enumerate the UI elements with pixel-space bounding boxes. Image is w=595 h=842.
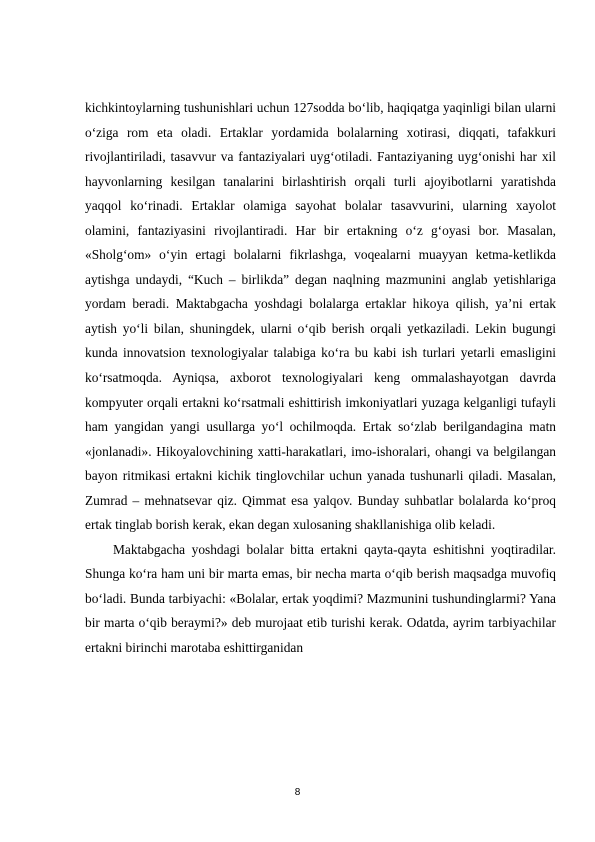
paragraph-2: Maktabgacha yoshdagi bolalar bitta ertakni qayta-qayta eshitishni yoqtiradilar. Shunga ko‘ra ham uni bir marta emas, bir necha marta o‘qib berish maqsadga muvofiq bo‘ladi. Bunda tarbiyachi: «Bolalar, ertak yoqdimi? Mazmunini tushundinglarmi? Yana bir marta o‘qib beraymi?» deb murojaat etib turishi kerak. Odatda, ayrim tarbiyachilar ertakni birinchi marotaba eshittirganidan [85,541,556,656]
page-number: 8 [294,787,301,798]
paragraph-1: kichkintoylarning tushunishlari uchun 127sodda bo‘lib, haqiqatga yaqinligi bilan ularni o‘ziga rom eta oladi. Ertaklar yordamida bolalarning xotirasi, diqqati, tafakkuri rivojlantiriladi, tasavvur va fantaziyalari uyg‘otiladi. Fantaziyaning uyg‘onishi har xil hayvonlarning kesilgan tanalarini birlashtirish orqali turli ajoyibotlarni yaratishda yaqqol ko‘rinadi. Ertaklar olamiga sayohat bolalar tasavvurini, ularning xayolot olamini, fantaziyasini rivojlantiradi. Har bir ertakning o‘z g‘oyasi bor. Masalan, «Sholg‘om» o‘yin ertagi bolalarni fikrlashga, voqealarni muayyan ketma-ketlikda aytishga undaydi, “Kuch – birlikda” degan naqlning mazmunini anglab yetishlariga yordam beradi. Maktabgacha yoshdagi bolalarga ertaklar hikoya qilish, ya’ni ertak aytish yo‘li bilan, shuningdek, ularni o‘qib berish orqali yetkaziladi. Lekin bugungi kunda innovatsion texnologiyalar talabiga ko‘ra bu kabi ish turlari yetarli emasligini ko‘rsatmoqda. Ayniqsa, axborot texnologiyalari keng ommalashayotgan davrda kompyuter orqali ertakni ko‘rsatmali eshittirish imkoniyatlari yuzaga kelganligi tufayli ham yangidan yangi usullarga yo‘l ochilmoqda. Ertak so‘zlab berilgandagina matn «jonlanadi». Hikoyalovchining xatti-harakatlari, imo-ishoralari, ohangi va belgilangan bayon ritmikasi ertakni kichik tinglovchilar uchun yanada tushunarli qiladi. Masalan, Zumrad – mehnatsevar qiz. Qimmat esa yalqov. Bunday suhbatlar bolalarda ko‘proq ertak tinglab borish kerak, ekan degan xulosaning shakllanishiga olib keladi. [85,100,556,533]
body-text [85,96,556,661]
